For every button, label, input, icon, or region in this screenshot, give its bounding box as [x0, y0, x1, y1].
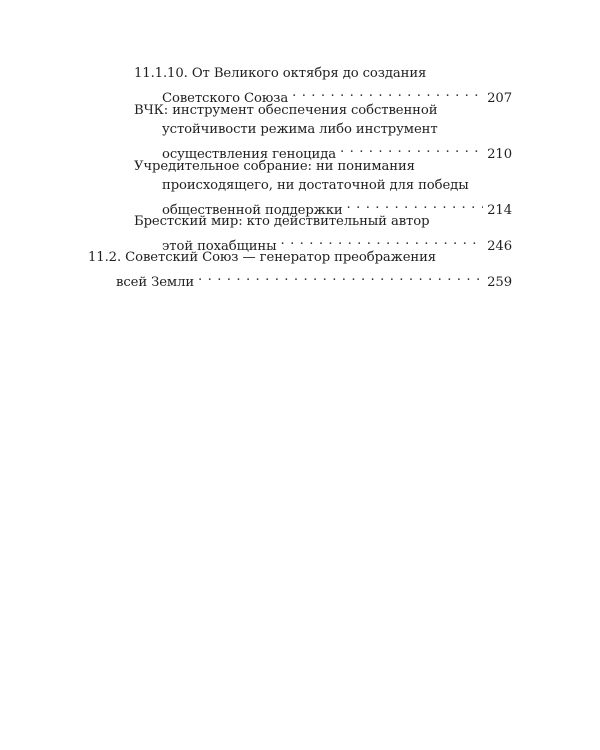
toc-entry-title-end: Советского Союза [162, 91, 289, 106]
toc-entry [134, 101, 512, 164]
toc-entry-title-line: 11.2. Советский Союз — генератор преображения [88, 250, 437, 265]
page-number: 210 [487, 147, 512, 162]
page-number: 246 [487, 239, 512, 254]
page-number: 214 [487, 203, 512, 218]
dot-leader [340, 139, 483, 158]
dot-leader [292, 83, 483, 102]
toc-entry-title-line: Учредительное собрание: ни понимания [134, 159, 415, 174]
toc-entry-last-line [116, 267, 512, 292]
toc-entry-title-line: ВЧК: инструмент обеспечения собственной [134, 103, 438, 118]
toc-entry-title-end: всей Земли [116, 275, 195, 290]
page-number: 207 [487, 91, 512, 106]
toc-entry-title-line: Брестский мир: кто действительный автор [134, 214, 430, 229]
toc-entry-title-line: происходящего, ни достаточной для победы [162, 178, 469, 193]
toc-entry [134, 157, 512, 220]
toc-entry-title-end: этой похабщины [162, 239, 277, 254]
dot-leader [198, 267, 483, 286]
toc-entry [88, 248, 512, 292]
toc-entry-title-end: общественной поддержки [162, 203, 343, 218]
toc-entry-title-line: устойчивости режима либо инструмент [162, 122, 438, 137]
toc-entry-title-line: 11.1.10. От Великого октября до создания [134, 66, 427, 81]
page-number: 259 [487, 275, 512, 290]
toc-entry-title-end: осуществления геноцида [162, 147, 337, 162]
